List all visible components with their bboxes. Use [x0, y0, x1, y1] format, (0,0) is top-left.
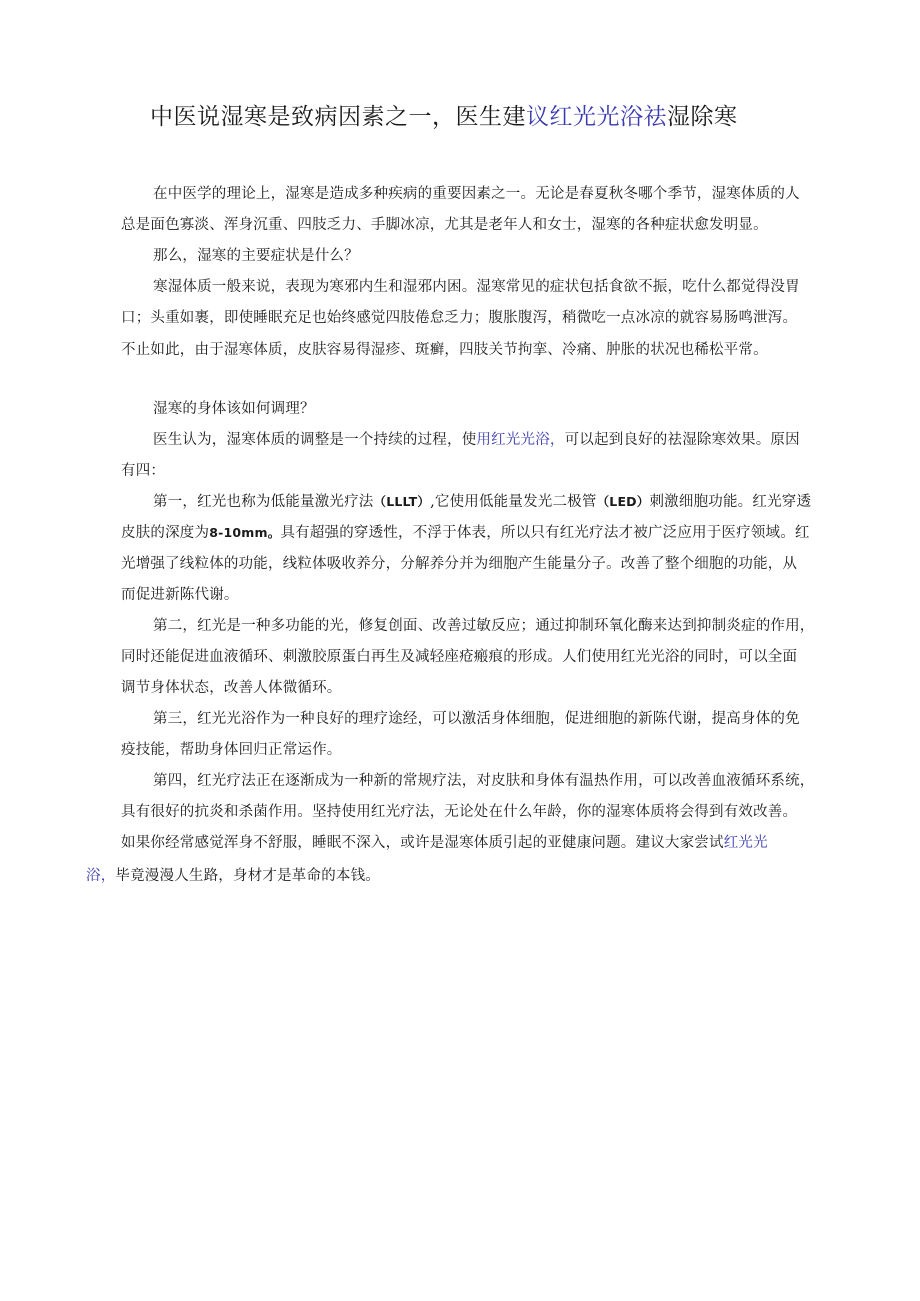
doctor-text-a: 医生认为，湿寒体质的调整是一个持续的过程，使 — [153, 432, 477, 448]
red-light-link-part-2[interactable]: 浴， — [86, 868, 116, 884]
reason-one-text-e: 具有超强的穿透性，不浮于体表，所以只有红光疗法才被广泛应用于医疗领域。红 — [280, 525, 810, 541]
depth-value: 8-10mm。 — [209, 525, 281, 540]
conclusion-text-a: 如果你经常感觉浑身不舒服，睡眠不深入，或许是湿寒体质引起的亚健康问题。建议大家尝试 — [121, 835, 724, 851]
page-title — [150, 98, 738, 131]
paragraph-intro-line-1: 在中医学的理论上，湿寒是造成多种疾病的重要因素之一。无论是春夏秋冬哪个季节，湿寒体质的人 — [153, 186, 800, 202]
reason-one-line-2 — [121, 521, 810, 542]
title-text-3: 湿除寒 — [667, 104, 738, 130]
conclusion-line-2 — [86, 864, 380, 885]
reason-one-text-a: 第一，红光也称为低能量激光疗法 — [153, 494, 374, 510]
paragraph-symptoms-line-3: 不止如此，由于湿寒体质，皮肤容易得湿疹、斑癣，四肢关节拘挛、冷痛、肿胀的状况也稀松平常。 — [121, 342, 768, 358]
reason-four-line-2: 具有很好的抗炎和杀菌作用。坚持使用红光疗法，无论处在什么年龄，你的湿寒体质将会得到有效改善。 — [121, 804, 798, 820]
conclusion-line-1 — [121, 831, 768, 852]
reason-one-line-3: 光增强了线粒体的功能，线粒体吸收养分，分解养分并为细胞产生能量分子。改善了整个细胞的功能，从 — [121, 556, 798, 572]
paragraph-symptoms-line-1: 寒湿体质一般来说，表现为寒邪内生和湿邪内困。湿寒常见的症状包括食欲不振，吃什么都觉得没胃 — [153, 279, 800, 295]
question-symptoms: 那么，湿寒的主要症状是什么？ — [153, 248, 359, 264]
reason-two-line-3: 调节身体状态，改善人体微循环。 — [121, 680, 342, 696]
title-highlight-link[interactable]: 议红光光浴祛 — [526, 104, 667, 130]
paragraph-doctor-line-1 — [153, 428, 800, 449]
red-light-bath-link[interactable]: 用红光光浴， — [476, 432, 565, 448]
paragraph-doctor-line-2: 有四： — [121, 463, 166, 479]
reason-one-text-c: 刺激细胞功能。红光穿透 — [649, 494, 812, 510]
doctor-text-b: 可以起到良好的祛湿除寒效果。原因 — [564, 432, 800, 448]
reason-four-line-1: 第四，红光疗法正在逐渐成为一种新的常规疗法，对皮肤和身体有温热作用，可以改善血液循环系统， — [153, 773, 815, 789]
reason-two-line-2: 同时还能促进血液循环、刺激胶原蛋白再生及减轻座疮瘢痕的形成。人们使用红光光浴的同时，可以全面 — [121, 649, 798, 665]
lllt-label: （LLLT） — [373, 494, 431, 509]
reason-three-line-2: 疫技能，帮助身体回归正常运作。 — [121, 742, 342, 758]
reason-two-line-1: 第二，红光是一种多功能的光，修复创面、改善过敏反应；通过抑制环氧化酶来达到抑制炎症的作用， — [153, 618, 815, 634]
reason-three-line-1: 第三，红光光浴作为一种良好的理疗途经，可以激活身体细胞，促进细胞的新陈代谢，提高身体的免 — [153, 711, 800, 727]
red-light-link-part-1[interactable]: 红光光 — [723, 835, 768, 851]
reason-one-line-1 — [153, 490, 811, 511]
paragraph-symptoms-line-2: 口；头重如裹，即使睡眠充足也始终感觉四肢倦怠乏力；腹胀腹泻，稍微吃一点冰凉的就容易肠鸣泄泻。 — [121, 310, 798, 326]
reason-one-line-4: 而促进新陈代谢。 — [121, 587, 239, 603]
title-text-1: 中医说湿寒是致病因素之一，医生建 — [150, 104, 526, 130]
reason-one-text-d: 皮肤的深度为 — [121, 525, 210, 541]
led-label: （LED） — [596, 494, 650, 509]
reason-one-text-b: ,它使用低能量发光二极管 — [430, 494, 597, 510]
paragraph-intro-line-2: 总是面色寡淡、浑身沉重、四肢乏力、手脚冰凉，尤其是老年人和女士，湿寒的各种症状愈发明显。 — [121, 217, 768, 233]
conclusion-text-b: 毕竟漫漫人生路，身材才是革命的本钱。 — [115, 868, 381, 884]
question-conditioning: 湿寒的身体该如何调理？ — [153, 401, 315, 417]
